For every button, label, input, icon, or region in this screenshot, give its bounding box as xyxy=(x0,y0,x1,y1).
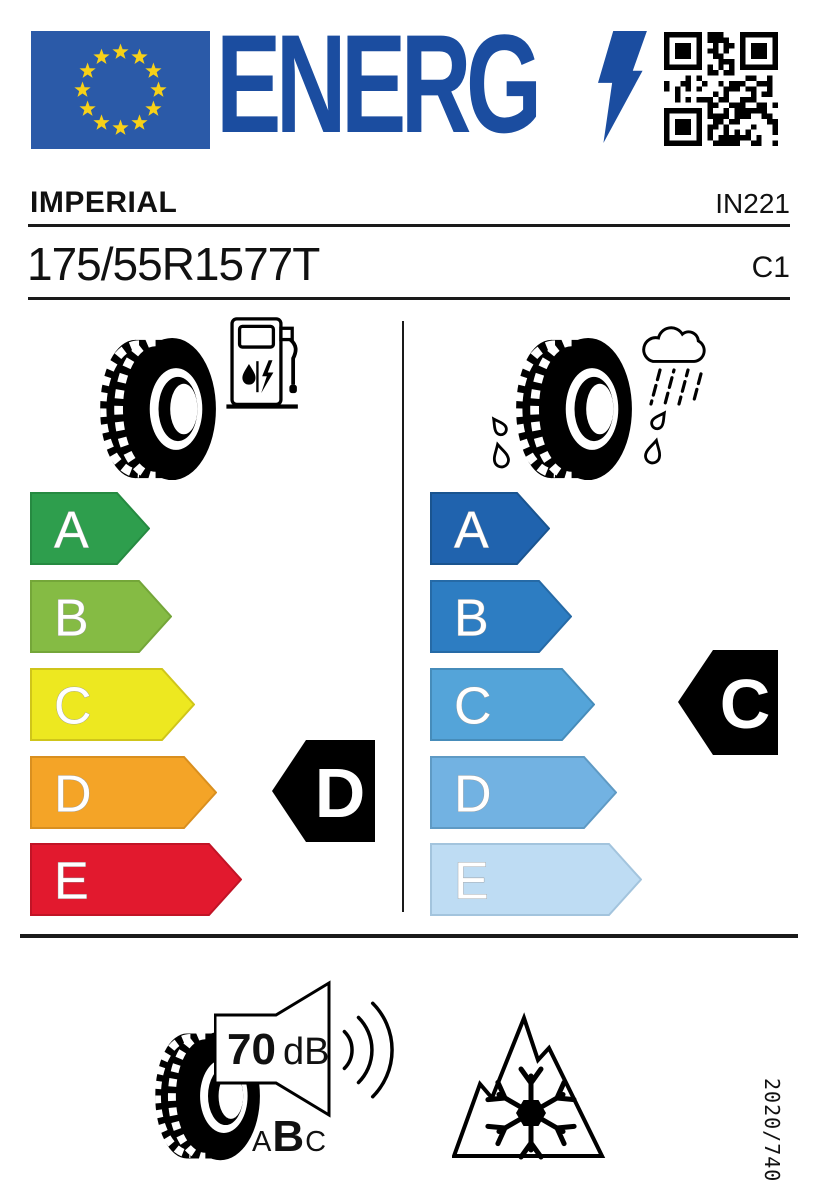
divider-line xyxy=(28,224,790,227)
tire-size: 175/55R1577T xyxy=(27,238,320,290)
column-divider xyxy=(402,321,404,912)
energ-wordmark xyxy=(216,5,537,162)
model-code: IN221 xyxy=(715,188,790,219)
grade-arrow-d xyxy=(30,756,217,829)
grade-arrow-a xyxy=(30,492,150,565)
energ-text: ENERG xyxy=(216,5,537,162)
regulation-number: 2020/740 xyxy=(760,1078,784,1183)
noise-class-indicator xyxy=(252,1112,327,1162)
grade-arrow-b xyxy=(30,580,172,653)
grade-arrow-e xyxy=(30,843,242,916)
grade-arrow-a xyxy=(430,492,550,565)
grade-letter: E xyxy=(54,852,89,911)
fuel-efficiency-scale xyxy=(30,492,290,917)
grade-letter: C xyxy=(54,677,92,736)
wet-grip-scale xyxy=(430,492,690,917)
grade-letter: A xyxy=(454,501,489,560)
tire-icon xyxy=(100,336,217,482)
qr-code xyxy=(664,32,778,146)
grade-arrow-b xyxy=(430,580,572,653)
grade-arrow-c xyxy=(430,668,595,741)
noise-class-c: C xyxy=(305,1126,328,1158)
wet-grip-rating xyxy=(678,650,778,755)
sound-waves-icon xyxy=(336,984,414,1116)
grade-arrow-e xyxy=(430,843,642,916)
grade-letter: B xyxy=(54,589,89,648)
divider-line xyxy=(28,297,790,300)
fuel-pump-icon xyxy=(226,317,302,411)
grade-arrow-c xyxy=(30,668,195,741)
grade-letter: E xyxy=(454,852,489,911)
wet-rating-letter: C xyxy=(719,665,771,743)
rain-icon xyxy=(646,368,712,408)
tire-class: C1 xyxy=(751,251,790,284)
snowflake-mountain-icon xyxy=(452,1010,606,1160)
eu-flag xyxy=(31,31,210,149)
noise-value: 70 xyxy=(227,1025,276,1074)
noise-class-b: B xyxy=(272,1112,306,1161)
brand-name: IMPERIAL xyxy=(30,186,178,219)
rain-cloud-icon xyxy=(630,317,718,369)
grade-letter: D xyxy=(454,765,492,824)
noise-level xyxy=(227,1025,329,1075)
noise-unit: dB xyxy=(282,1031,330,1073)
grade-arrow-d xyxy=(430,756,617,829)
divider-line xyxy=(20,934,798,938)
noise-class-a: A xyxy=(252,1126,273,1158)
fuel-rating-letter: D xyxy=(314,754,366,832)
fuel-efficiency-rating xyxy=(272,740,375,842)
grade-letter: D xyxy=(54,765,92,824)
grade-letter: C xyxy=(454,677,492,736)
lightning-bolt-icon xyxy=(598,31,648,143)
grade-letter: B xyxy=(454,589,489,648)
grade-letter: A xyxy=(54,501,89,560)
